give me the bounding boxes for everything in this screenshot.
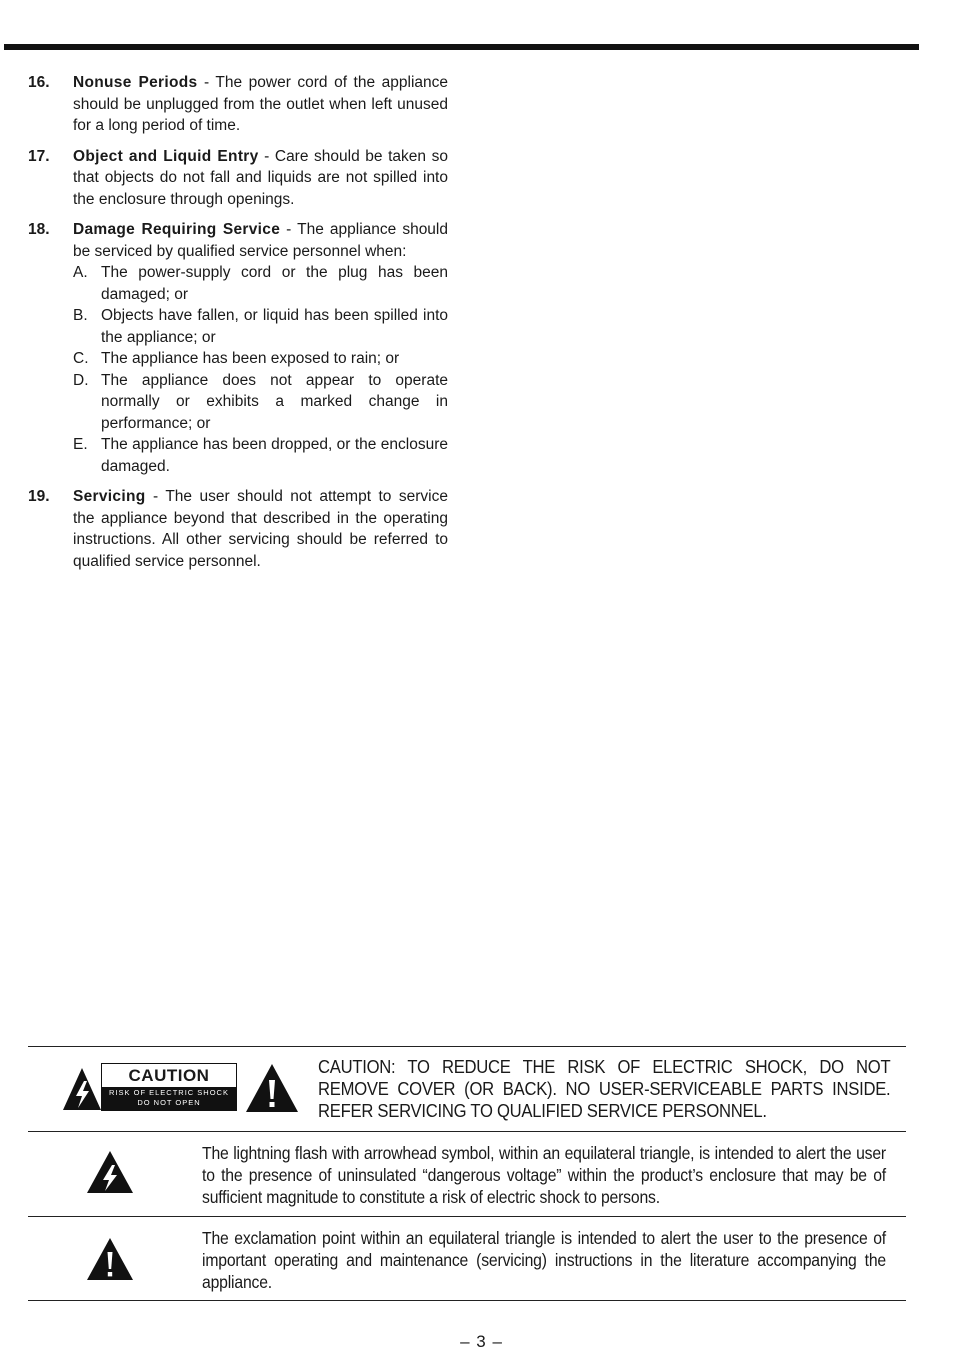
instruction-title: Object and Liquid Entry	[73, 147, 259, 165]
lightning-symbol-description: The lightning flash with arrowhead symbol, within an equilateral triangle, is intended to alert the user to the presence of uninsulated “dangerous voltage” within the product’s enclosure that may be of sufficient magnitude to constitute a risk of electric shock to persons.	[202, 1143, 886, 1207]
caution-statement: CAUTION: TO REDUCE THE RISK OF ELECTRIC SHOCK, DO NOT REMOVE COVER (OR BACK). NO USER-SERVICEABLE PARTS INSIDE. REFER SERVICING TO QUALIFIED SERVICE PERSONNEL.	[318, 1056, 891, 1121]
instruction-title: Damage Requiring Service	[73, 221, 281, 238]
exclamation-triangle-icon	[245, 1062, 299, 1114]
condition-letter: A.	[73, 264, 88, 281]
instruction-number: 16.	[28, 74, 50, 91]
instruction-number: 18.	[28, 221, 50, 238]
condition-letter: D.	[73, 371, 89, 389]
instruction-body	[73, 219, 448, 262]
caution-subtext	[102, 1087, 236, 1110]
caution-subtext-line: RISK OF ELECTRIC SHOCK	[109, 1088, 229, 1097]
condition-list	[73, 262, 448, 477]
caution-word: CAUTION	[128, 1066, 210, 1085]
instruction-text: - Care should be taken so that objects do not fall and liquids are not spilled into the enclosure through openings.	[73, 147, 448, 208]
divider	[28, 1046, 906, 1047]
instruction-number: 17.	[28, 147, 50, 165]
condition-item	[73, 434, 448, 477]
condition-letter: C.	[73, 350, 89, 367]
condition-item	[73, 305, 448, 348]
divider	[28, 1131, 906, 1132]
condition-item	[73, 370, 448, 435]
caution-subtext-line: DO NOT OPEN	[137, 1098, 201, 1107]
instruction-body	[73, 486, 448, 572]
instruction-number: 19.	[28, 488, 50, 505]
instruction-title: Nonuse Periods	[73, 74, 198, 91]
condition-letter: E.	[73, 436, 88, 453]
instruction-item	[28, 486, 448, 572]
divider	[28, 1300, 906, 1301]
instruction-body	[73, 72, 448, 137]
lightning-triangle-icon	[62, 1066, 102, 1112]
top-rule	[4, 44, 919, 50]
condition-text: The appliance does not appear to operate normally or exhibits a marked change in performance; or	[101, 371, 448, 432]
condition-item	[73, 348, 448, 370]
page-number: – 3 –	[460, 1332, 503, 1351]
exclamation-symbol-description: The exclamation point within an equilateral triangle is intended to alert the user to the presence of important operating and maintenance (servicing) instructions in the literature accompanying the appliance.	[202, 1228, 886, 1292]
condition-text: The appliance has been exposed to rain; or	[101, 350, 400, 367]
exclamation-triangle-icon	[86, 1236, 134, 1282]
instruction-title: Servicing	[73, 488, 146, 505]
instruction-item	[28, 72, 448, 137]
condition-text: Objects have fallen, or liquid has been spilled into the appliance; or	[101, 307, 448, 346]
instruction-item	[28, 219, 448, 477]
condition-letter: B.	[73, 307, 88, 324]
safety-instructions-list	[28, 72, 448, 581]
instruction-body	[73, 146, 448, 211]
caution-label	[101, 1063, 237, 1111]
instruction-item	[28, 146, 448, 211]
condition-item	[73, 262, 448, 305]
condition-text: The power-supply cord or the plug has been damaged; or	[101, 264, 448, 303]
condition-text: The appliance has been dropped, or the enclosure damaged.	[101, 436, 448, 475]
instruction-text: - The appliance should be serviced by qualified service personnel when:	[73, 221, 448, 260]
divider	[28, 1216, 906, 1217]
instruction-text: - The user should not attempt to service the appliance beyond that described in the operating instructions. All other servicing should be referred to qualified service personnel.	[73, 488, 448, 570]
instruction-text: - The power cord of the appliance should be unplugged from the outlet when left unused for a long period of time.	[73, 74, 449, 134]
lightning-triangle-icon	[86, 1149, 134, 1195]
